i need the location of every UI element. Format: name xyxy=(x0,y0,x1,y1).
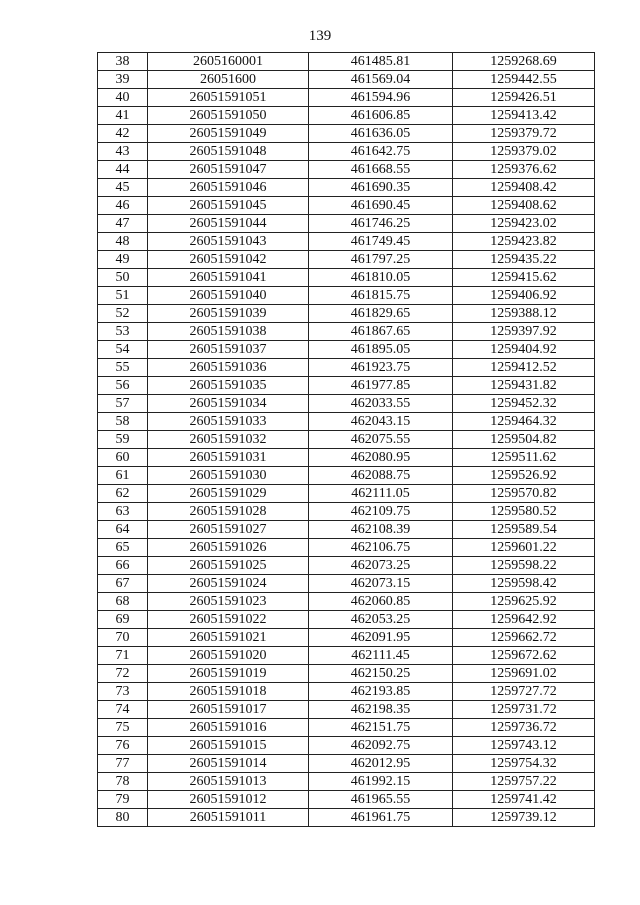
y-coordinate-cell: 1259388.12 xyxy=(453,305,595,323)
point-id-cell: 26051591034 xyxy=(148,395,309,413)
row-number-cell: 59 xyxy=(98,431,148,449)
x-coordinate-cell: 462091.95 xyxy=(309,629,453,647)
y-coordinate-cell: 1259731.72 xyxy=(453,701,595,719)
x-coordinate-cell: 461961.75 xyxy=(309,809,453,827)
point-id-cell: 26051591040 xyxy=(148,287,309,305)
table-row xyxy=(98,557,595,575)
table-row xyxy=(98,611,595,629)
point-id-cell: 26051591020 xyxy=(148,647,309,665)
x-coordinate-cell: 462193.85 xyxy=(309,683,453,701)
y-coordinate-cell: 1259580.52 xyxy=(453,503,595,521)
y-coordinate-cell: 1259268.69 xyxy=(453,53,595,71)
x-coordinate-cell: 462033.55 xyxy=(309,395,453,413)
x-coordinate-cell: 461867.65 xyxy=(309,323,453,341)
point-id-cell: 26051591041 xyxy=(148,269,309,287)
y-coordinate-cell: 1259589.54 xyxy=(453,521,595,539)
x-coordinate-cell: 461569.04 xyxy=(309,71,453,89)
table-row xyxy=(98,89,595,107)
table-row xyxy=(98,359,595,377)
point-id-cell: 26051591033 xyxy=(148,413,309,431)
row-number-cell: 70 xyxy=(98,629,148,647)
table-row xyxy=(98,485,595,503)
point-id-cell: 26051591046 xyxy=(148,179,309,197)
point-id-cell: 26051591026 xyxy=(148,539,309,557)
point-id-cell: 26051591029 xyxy=(148,485,309,503)
y-coordinate-cell: 1259598.22 xyxy=(453,557,595,575)
y-coordinate-cell: 1259739.12 xyxy=(453,809,595,827)
x-coordinate-cell: 461594.96 xyxy=(309,89,453,107)
table-row xyxy=(98,377,595,395)
y-coordinate-cell: 1259743.12 xyxy=(453,737,595,755)
row-number-cell: 72 xyxy=(98,665,148,683)
point-id-cell: 26051591013 xyxy=(148,773,309,791)
y-coordinate-cell: 1259379.02 xyxy=(453,143,595,161)
y-coordinate-cell: 1259727.72 xyxy=(453,683,595,701)
table-row xyxy=(98,719,595,737)
y-coordinate-cell: 1259431.82 xyxy=(453,377,595,395)
table-row xyxy=(98,179,595,197)
row-number-cell: 51 xyxy=(98,287,148,305)
x-coordinate-cell: 461797.25 xyxy=(309,251,453,269)
row-number-cell: 56 xyxy=(98,377,148,395)
table-row xyxy=(98,503,595,521)
point-id-cell: 26051591050 xyxy=(148,107,309,125)
table-row xyxy=(98,269,595,287)
row-number-cell: 67 xyxy=(98,575,148,593)
table-row xyxy=(98,71,595,89)
row-number-cell: 43 xyxy=(98,143,148,161)
point-id-cell: 2605160001 xyxy=(148,53,309,71)
table-row xyxy=(98,521,595,539)
row-number-cell: 65 xyxy=(98,539,148,557)
table-row xyxy=(98,215,595,233)
table-row xyxy=(98,737,595,755)
coordinates-table xyxy=(97,52,595,827)
point-id-cell: 26051591045 xyxy=(148,197,309,215)
table-row xyxy=(98,197,595,215)
point-id-cell: 26051591019 xyxy=(148,665,309,683)
y-coordinate-cell: 1259413.42 xyxy=(453,107,595,125)
y-coordinate-cell: 1259404.92 xyxy=(453,341,595,359)
row-number-cell: 48 xyxy=(98,233,148,251)
row-number-cell: 47 xyxy=(98,215,148,233)
table-row xyxy=(98,395,595,413)
x-coordinate-cell: 462198.35 xyxy=(309,701,453,719)
row-number-cell: 77 xyxy=(98,755,148,773)
table-row xyxy=(98,755,595,773)
x-coordinate-cell: 461829.65 xyxy=(309,305,453,323)
x-coordinate-cell: 462150.25 xyxy=(309,665,453,683)
row-number-cell: 41 xyxy=(98,107,148,125)
row-number-cell: 80 xyxy=(98,809,148,827)
point-id-cell: 26051591011 xyxy=(148,809,309,827)
table-row xyxy=(98,431,595,449)
table-row xyxy=(98,323,595,341)
point-id-cell: 26051591049 xyxy=(148,125,309,143)
row-number-cell: 46 xyxy=(98,197,148,215)
point-id-cell: 26051591035 xyxy=(148,377,309,395)
x-coordinate-cell: 461690.45 xyxy=(309,197,453,215)
row-number-cell: 66 xyxy=(98,557,148,575)
row-number-cell: 64 xyxy=(98,521,148,539)
point-id-cell: 26051591016 xyxy=(148,719,309,737)
point-id-cell: 26051591028 xyxy=(148,503,309,521)
row-number-cell: 50 xyxy=(98,269,148,287)
point-id-cell: 26051591032 xyxy=(148,431,309,449)
row-number-cell: 73 xyxy=(98,683,148,701)
table-row xyxy=(98,629,595,647)
x-coordinate-cell: 461485.81 xyxy=(309,53,453,71)
table-row xyxy=(98,593,595,611)
point-id-cell: 26051591014 xyxy=(148,755,309,773)
x-coordinate-cell: 462151.75 xyxy=(309,719,453,737)
table-row xyxy=(98,287,595,305)
x-coordinate-cell: 462053.25 xyxy=(309,611,453,629)
table-row xyxy=(98,125,595,143)
row-number-cell: 61 xyxy=(98,467,148,485)
x-coordinate-cell: 461668.55 xyxy=(309,161,453,179)
y-coordinate-cell: 1259504.82 xyxy=(453,431,595,449)
y-coordinate-cell: 1259397.92 xyxy=(453,323,595,341)
row-number-cell: 74 xyxy=(98,701,148,719)
y-coordinate-cell: 1259642.92 xyxy=(453,611,595,629)
y-coordinate-cell: 1259511.62 xyxy=(453,449,595,467)
point-id-cell: 26051591038 xyxy=(148,323,309,341)
y-coordinate-cell: 1259379.72 xyxy=(453,125,595,143)
x-coordinate-cell: 462080.95 xyxy=(309,449,453,467)
table-row xyxy=(98,575,595,593)
row-number-cell: 40 xyxy=(98,89,148,107)
table-row xyxy=(98,53,595,71)
point-id-cell: 26051591018 xyxy=(148,683,309,701)
row-number-cell: 79 xyxy=(98,791,148,809)
table-row xyxy=(98,305,595,323)
table-row xyxy=(98,341,595,359)
row-number-cell: 52 xyxy=(98,305,148,323)
y-coordinate-cell: 1259406.92 xyxy=(453,287,595,305)
row-number-cell: 76 xyxy=(98,737,148,755)
point-id-cell: 26051591021 xyxy=(148,629,309,647)
row-number-cell: 75 xyxy=(98,719,148,737)
y-coordinate-cell: 1259452.32 xyxy=(453,395,595,413)
row-number-cell: 45 xyxy=(98,179,148,197)
y-coordinate-cell: 1259435.22 xyxy=(453,251,595,269)
y-coordinate-cell: 1259672.62 xyxy=(453,647,595,665)
x-coordinate-cell: 462106.75 xyxy=(309,539,453,557)
table-row xyxy=(98,773,595,791)
x-coordinate-cell: 462108.39 xyxy=(309,521,453,539)
table-body xyxy=(98,53,595,827)
x-coordinate-cell: 462073.15 xyxy=(309,575,453,593)
y-coordinate-cell: 1259757.22 xyxy=(453,773,595,791)
y-coordinate-cell: 1259754.32 xyxy=(453,755,595,773)
point-id-cell: 26051591042 xyxy=(148,251,309,269)
x-coordinate-cell: 462088.75 xyxy=(309,467,453,485)
y-coordinate-cell: 1259408.42 xyxy=(453,179,595,197)
row-number-cell: 39 xyxy=(98,71,148,89)
point-id-cell: 26051591044 xyxy=(148,215,309,233)
x-coordinate-cell: 462073.25 xyxy=(309,557,453,575)
y-coordinate-cell: 1259691.02 xyxy=(453,665,595,683)
table-row xyxy=(98,647,595,665)
x-coordinate-cell: 461746.25 xyxy=(309,215,453,233)
x-coordinate-cell: 462060.85 xyxy=(309,593,453,611)
point-id-cell: 26051591024 xyxy=(148,575,309,593)
row-number-cell: 58 xyxy=(98,413,148,431)
y-coordinate-cell: 1259426.51 xyxy=(453,89,595,107)
x-coordinate-cell: 461965.55 xyxy=(309,791,453,809)
row-number-cell: 57 xyxy=(98,395,148,413)
point-id-cell: 26051591027 xyxy=(148,521,309,539)
x-coordinate-cell: 461642.75 xyxy=(309,143,453,161)
point-id-cell: 26051591025 xyxy=(148,557,309,575)
x-coordinate-cell: 462075.55 xyxy=(309,431,453,449)
table-row xyxy=(98,791,595,809)
row-number-cell: 53 xyxy=(98,323,148,341)
y-coordinate-cell: 1259423.82 xyxy=(453,233,595,251)
row-number-cell: 62 xyxy=(98,485,148,503)
page-number: 139 xyxy=(308,28,332,44)
y-coordinate-cell: 1259442.55 xyxy=(453,71,595,89)
point-id-cell: 26051591022 xyxy=(148,611,309,629)
table-row xyxy=(98,809,595,827)
y-coordinate-cell: 1259526.92 xyxy=(453,467,595,485)
y-coordinate-cell: 1259601.22 xyxy=(453,539,595,557)
point-id-cell: 26051591036 xyxy=(148,359,309,377)
x-coordinate-cell: 461690.35 xyxy=(309,179,453,197)
table-row xyxy=(98,143,595,161)
x-coordinate-cell: 462043.15 xyxy=(309,413,453,431)
x-coordinate-cell: 462111.05 xyxy=(309,485,453,503)
x-coordinate-cell: 461992.15 xyxy=(309,773,453,791)
row-number-cell: 38 xyxy=(98,53,148,71)
y-coordinate-cell: 1259570.82 xyxy=(453,485,595,503)
row-number-cell: 54 xyxy=(98,341,148,359)
table-row xyxy=(98,683,595,701)
table-row xyxy=(98,665,595,683)
table-row xyxy=(98,701,595,719)
point-id-cell: 26051591047 xyxy=(148,161,309,179)
table-row xyxy=(98,539,595,557)
x-coordinate-cell: 462092.75 xyxy=(309,737,453,755)
y-coordinate-cell: 1259423.02 xyxy=(453,215,595,233)
table-row xyxy=(98,413,595,431)
point-id-cell: 26051591037 xyxy=(148,341,309,359)
y-coordinate-cell: 1259376.62 xyxy=(453,161,595,179)
y-coordinate-cell: 1259625.92 xyxy=(453,593,595,611)
table-row xyxy=(98,107,595,125)
point-id-cell: 26051591043 xyxy=(148,233,309,251)
x-coordinate-cell: 461606.85 xyxy=(309,107,453,125)
x-coordinate-cell: 461636.05 xyxy=(309,125,453,143)
point-id-cell: 26051591023 xyxy=(148,593,309,611)
y-coordinate-cell: 1259736.72 xyxy=(453,719,595,737)
row-number-cell: 55 xyxy=(98,359,148,377)
row-number-cell: 49 xyxy=(98,251,148,269)
x-coordinate-cell: 461749.45 xyxy=(309,233,453,251)
x-coordinate-cell: 462111.45 xyxy=(309,647,453,665)
y-coordinate-cell: 1259412.52 xyxy=(453,359,595,377)
point-id-cell: 26051591039 xyxy=(148,305,309,323)
row-number-cell: 68 xyxy=(98,593,148,611)
table-row xyxy=(98,233,595,251)
point-id-cell: 26051591017 xyxy=(148,701,309,719)
y-coordinate-cell: 1259464.32 xyxy=(453,413,595,431)
row-number-cell: 60 xyxy=(98,449,148,467)
y-coordinate-cell: 1259408.62 xyxy=(453,197,595,215)
x-coordinate-cell: 462109.75 xyxy=(309,503,453,521)
point-id-cell: 26051600 xyxy=(148,71,309,89)
table-row xyxy=(98,467,595,485)
x-coordinate-cell: 461977.85 xyxy=(309,377,453,395)
point-id-cell: 26051591048 xyxy=(148,143,309,161)
x-coordinate-cell: 461923.75 xyxy=(309,359,453,377)
x-coordinate-cell: 461810.05 xyxy=(309,269,453,287)
y-coordinate-cell: 1259741.42 xyxy=(453,791,595,809)
x-coordinate-cell: 462012.95 xyxy=(309,755,453,773)
y-coordinate-cell: 1259598.42 xyxy=(453,575,595,593)
row-number-cell: 42 xyxy=(98,125,148,143)
row-number-cell: 69 xyxy=(98,611,148,629)
table-row xyxy=(98,251,595,269)
table-row xyxy=(98,449,595,467)
point-id-cell: 26051591030 xyxy=(148,467,309,485)
row-number-cell: 63 xyxy=(98,503,148,521)
point-id-cell: 26051591031 xyxy=(148,449,309,467)
row-number-cell: 44 xyxy=(98,161,148,179)
row-number-cell: 78 xyxy=(98,773,148,791)
x-coordinate-cell: 461895.05 xyxy=(309,341,453,359)
y-coordinate-cell: 1259662.72 xyxy=(453,629,595,647)
row-number-cell: 71 xyxy=(98,647,148,665)
x-coordinate-cell: 461815.75 xyxy=(309,287,453,305)
y-coordinate-cell: 1259415.62 xyxy=(453,269,595,287)
point-id-cell: 26051591051 xyxy=(148,89,309,107)
point-id-cell: 26051591015 xyxy=(148,737,309,755)
table-row xyxy=(98,161,595,179)
point-id-cell: 26051591012 xyxy=(148,791,309,809)
